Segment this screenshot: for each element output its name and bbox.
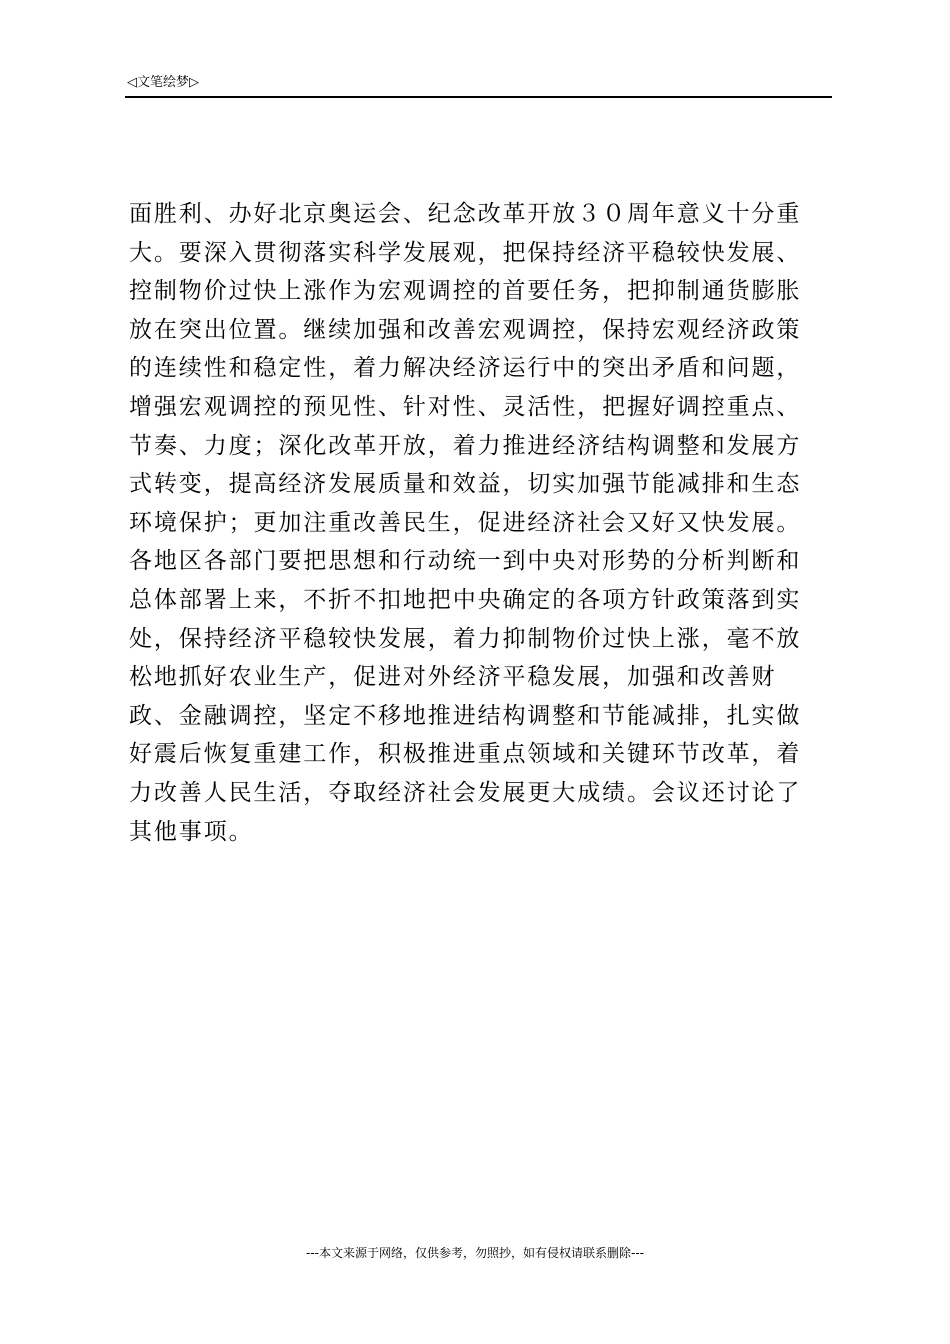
body-line: 总体部署上来，不折不扣地把中央确定的各项方针政策落到实 [129,586,802,613]
body-line: 松地抓好农业生产，促进对外经济平稳发展，加强和改善财 [129,664,777,691]
body-line: 放在突出位置。继续加强和改善宏观调控，保持宏观经济政策 [129,316,802,343]
body-line: 控制物价过快上涨作为宏观调控的首要任务，把抑制通货膨胀 [129,278,802,305]
body-line: 处，保持经济平稳较快发展，着力抑制物价过快上涨，毫不放 [129,625,802,652]
body-line: 其他事项。 [129,818,254,845]
body-line: 大。要深入贯彻落实科学发展观，把保持经济平稳较快发展、 [129,239,802,266]
body-text [129,195,834,851]
page-header [125,72,832,98]
page-footer: ---本文来源于网络，仅供参考，勿照抄，如有侵权请联系删除--- [306,1246,644,1260]
body-line: 好震后恢复重建工作，积极推进重点领域和关键环节改革，着 [129,741,802,768]
body-line: 节奏、力度；深化改革开放，着力推进经济结构调整和发展方 [129,432,802,459]
header-title: ◁文笔绘梦▷ [127,75,199,90]
body-line: 各地区各部门要把思想和行动统一到中央对形势的分析判断和 [129,548,802,575]
body-line: 力改善人民生活，夺取经济社会发展更大成绩。会议还讨论了 [129,779,802,806]
body-line: 政、金融调控，坚定不移地推进结构调整和节能减排，扎实做 [129,702,802,729]
body-line: 面胜利、办好北京奥运会、纪念改革开放３０周年意义十分重 [129,201,802,227]
body-line: 式转变，提高经济发展质量和效益，切实加强节能减排和生态 [129,471,802,498]
body-line: 增强宏观调控的预见性、针对性、灵活性，把握好调控重点、 [129,393,802,420]
body-line: 的连续性和稳定性，着力解决经济运行中的突出矛盾和问题， [129,355,802,382]
body-line: 环境保护；更加注重改善民生，促进经济社会又好又快发展。 [129,509,802,536]
